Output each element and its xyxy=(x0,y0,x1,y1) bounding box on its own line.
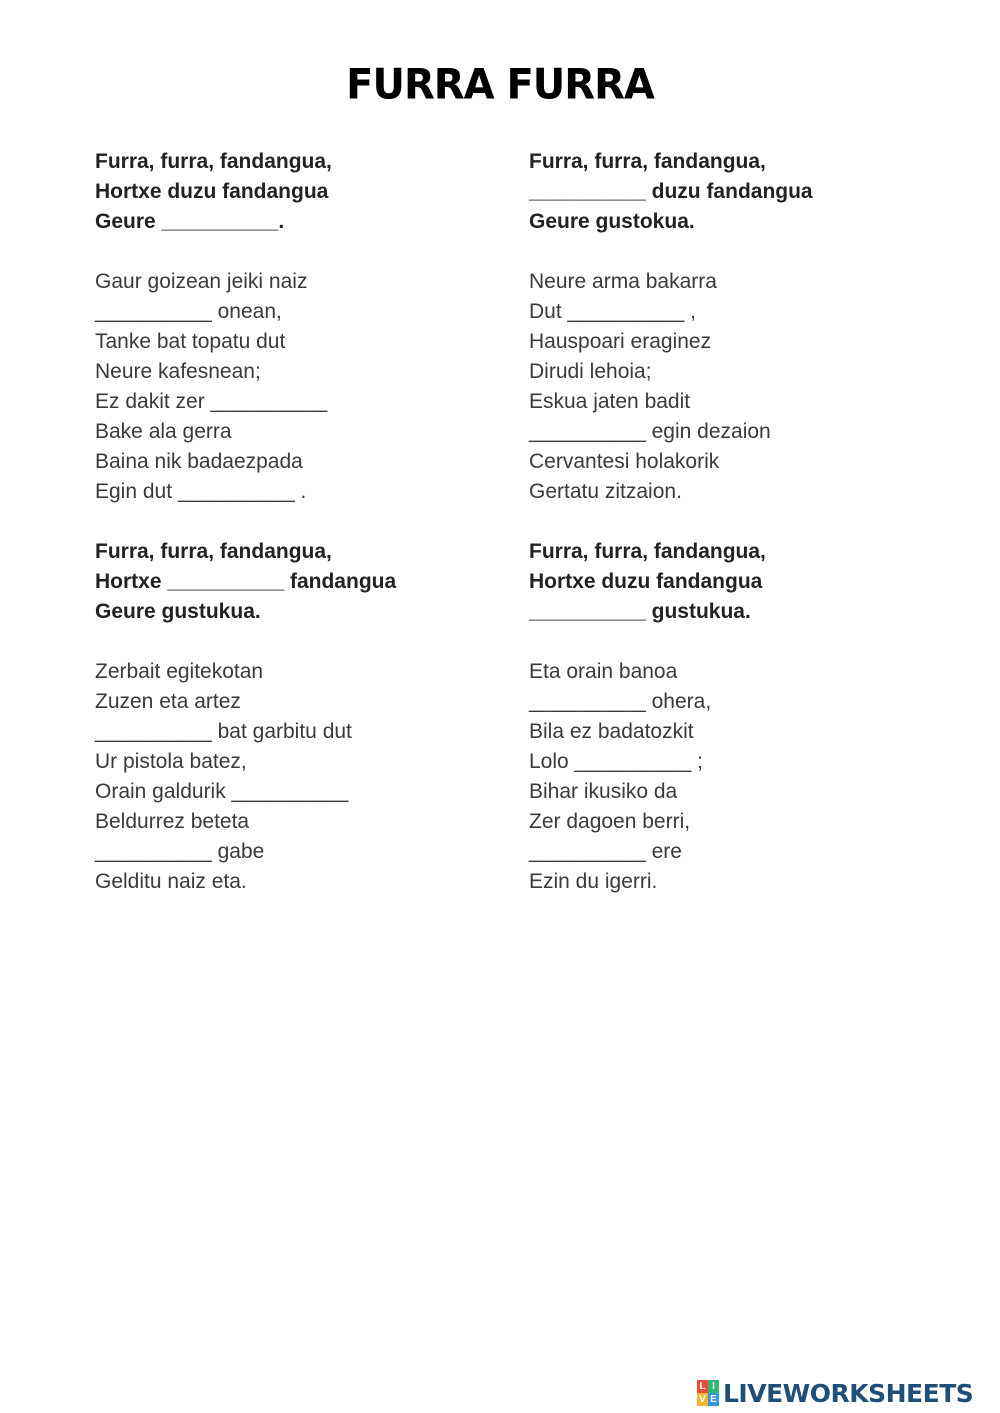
lyric-line: Geure __________. xyxy=(95,210,285,233)
lyric-line: Hortxe duzu fandangua xyxy=(529,570,763,593)
logo-tile: I xyxy=(708,1380,719,1393)
lyric-line: Gelditu naiz eta. xyxy=(95,870,247,893)
lyric-line: Bila ez badatozkit xyxy=(529,720,694,743)
chorus-stanza xyxy=(529,147,959,237)
page-title: FURRA FURRA xyxy=(346,60,654,110)
left-column xyxy=(95,147,495,927)
logo-tile: L xyxy=(697,1380,708,1393)
lyric-line: Neure arma bakarra xyxy=(529,270,717,293)
lyric-line: Cervantesi holakorik xyxy=(529,450,720,473)
logo-tile: E xyxy=(708,1393,719,1406)
right-column xyxy=(529,147,959,927)
liveworksheets-logo xyxy=(697,1377,973,1409)
lyric-line: Furra, furra, fandangua, xyxy=(95,150,332,173)
lyric-line: Dirudi lehoia; xyxy=(529,360,652,383)
lyric-line: Bihar ikusiko da xyxy=(529,780,678,803)
lyric-line: Hortxe duzu fandangua xyxy=(95,180,329,203)
lyric-line: __________ onean, xyxy=(95,300,282,323)
lyric-line: Egin dut __________ . xyxy=(95,480,307,503)
lyric-line: __________ egin dezaion xyxy=(529,420,771,443)
lyric-line: __________ duzu fandangua xyxy=(529,180,813,203)
lyric-line: Neure kafesnean; xyxy=(95,360,261,383)
lyric-line: Ez dakit zer __________ xyxy=(95,390,328,413)
lyric-line: Gaur goizean jeiki naiz xyxy=(95,270,308,293)
chorus-stanza xyxy=(95,537,495,627)
lyric-line: Geure gustukua. xyxy=(95,600,261,623)
lyric-line: Furra, furra, fandangua, xyxy=(95,540,332,563)
lyric-line: Dut __________ , xyxy=(529,300,696,323)
lyric-line: Baina nik badaezpada xyxy=(95,450,303,473)
lyric-line: Zuzen eta artez xyxy=(95,690,241,713)
lyric-line: Hauspoari eraginez xyxy=(529,330,712,353)
lyric-line: Ur pistola batez, xyxy=(95,750,247,773)
lyric-line: Furra, furra, fandangua, xyxy=(529,540,766,563)
lyric-line: Tanke bat topatu dut xyxy=(95,330,286,353)
lyric-line: __________ gabe xyxy=(95,840,265,863)
chorus-stanza xyxy=(529,537,959,627)
lyric-line: Eta orain banoa xyxy=(529,660,678,683)
lyric-line: Zerbait egitekotan xyxy=(95,660,264,683)
lyric-line: Eskua jaten badit xyxy=(529,390,691,413)
lyric-line: __________ gustukua. xyxy=(529,600,751,623)
lyric-line: __________ bat garbitu dut xyxy=(95,720,352,743)
liveworksheets-logo-icon xyxy=(697,1380,719,1406)
lyric-line: Orain galdurik __________ xyxy=(95,780,349,803)
verse-stanza xyxy=(95,267,495,507)
chorus-stanza xyxy=(95,147,495,237)
logo-text: LIVEWORKSHEETS xyxy=(723,1378,974,1408)
lyric-line: Bake ala gerra xyxy=(95,420,232,443)
verse-stanza xyxy=(529,267,959,507)
lyric-line: __________ ere xyxy=(529,840,682,863)
verse-stanza xyxy=(529,657,959,897)
lyric-line: Zer dagoen berri, xyxy=(529,810,691,833)
lyric-line: Ezin du igerri. xyxy=(529,870,658,893)
lyric-line: Hortxe __________ fandangua xyxy=(95,570,397,593)
lyric-line: Lolo __________ ; xyxy=(529,750,703,773)
logo-tile: V xyxy=(697,1393,708,1406)
lyric-line: __________ ohera, xyxy=(529,690,712,713)
verse-stanza xyxy=(95,657,495,897)
lyric-line: Furra, furra, fandangua, xyxy=(529,150,766,173)
lyric-line: Gertatu zitzaion. xyxy=(529,480,682,503)
lyric-line: Beldurrez beteta xyxy=(95,810,250,833)
lyric-line: Geure gustokua. xyxy=(529,210,695,233)
